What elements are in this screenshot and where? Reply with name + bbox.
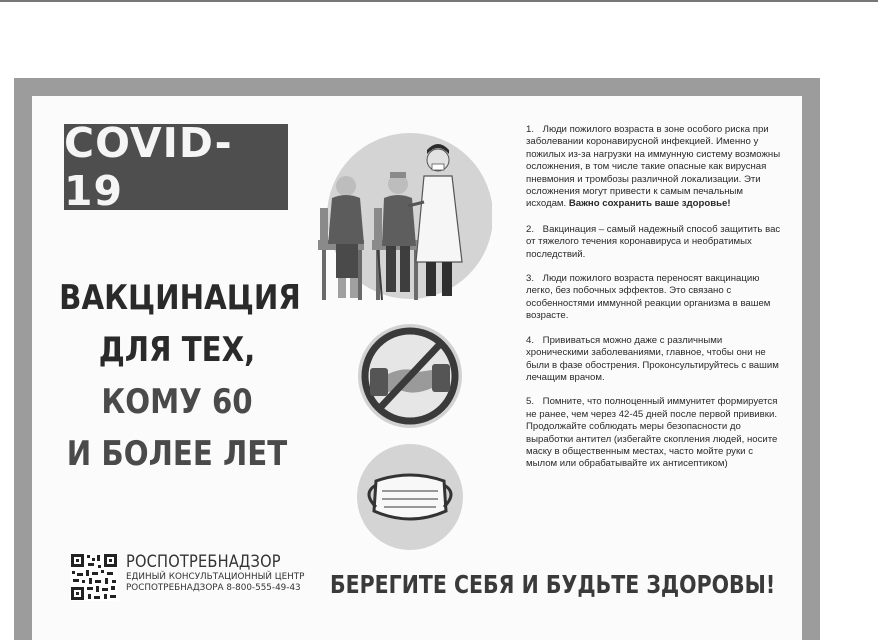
headline (59, 272, 301, 480)
no-handshake-icon (354, 320, 466, 432)
covid-badge-text: COVID-19 (64, 119, 233, 215)
info-point-2 (526, 224, 784, 261)
point-number: 5. (526, 396, 535, 408)
point-emphasis: Важно сохранить ваше здоровье! (568, 198, 731, 210)
headline-line-2: ДЛЯ ТЕХ, (98, 330, 256, 370)
point-text: Помните, что полноценный иммунитет формируется не ранее, чем через 42-45 дней после первой прививки. Продолжайте соблюдать меры безопасности до выработки антител (избегайте скопления людей, носите маску в общественным местах, часто мойте руки с мылом или обрабатывайте их антисептиком) (526, 396, 778, 470)
elderly-vaccination-illustration-icon (312, 132, 492, 302)
point-number: 2. (526, 223, 535, 235)
info-point-4 (526, 335, 784, 385)
headline-line-4: И БОЛЕЕ ЛЕТ (66, 434, 288, 474)
organization-line-1: ЕДИНЫЙ КОНСУЛЬТАЦИОННЫЙ ЦЕНТР (126, 572, 305, 582)
qr-code-icon (70, 553, 118, 601)
info-point-5 (526, 396, 784, 470)
organization-line-2: РОСПОТРЕБНАДЗОРА 8-800-555-49-43 (126, 583, 301, 593)
headline-line-1: ВАКЦИНАЦИЯ (59, 278, 301, 318)
scan-top-edge (0, 0, 878, 2)
point-text: Вакцинация – самый надежный способ защитить вас от тяжелого течения коронавируса и необратимых последствий. (526, 223, 781, 260)
organization-name: РОСПОТРЕБНАДЗОР (126, 552, 281, 572)
info-point-1 (526, 124, 784, 211)
point-number: 4. (526, 334, 535, 346)
info-points (526, 124, 784, 484)
point-number: 1. (526, 124, 535, 135)
slogan: БЕРЕГИТЕ СЕБЯ И БУДЬТЕ ЗДОРОВЫ! (330, 570, 776, 599)
point-text: Люди пожилого возраста в зоне особого риска при заболевании коронавирусной инфекцией. Именно у пожилых из-за нагрузки на иммунную систему возможны осложнения, в том числе такие опасные как вирусная пневмония и тромбозы различной локализации. Эти осложнения могут привести к самым печальным исходам. (526, 124, 781, 210)
face-mask-icon (354, 441, 466, 553)
info-point-3 (526, 273, 784, 323)
covid-badge (64, 119, 288, 215)
organization-block (126, 552, 306, 594)
point-number: 3. (526, 273, 535, 285)
point-text: Люди пожилого возраста переносят вакцинацию легко, без побочных эффектов. Это связано с особенностями иммунной реакции организма в вашем возрасте. (526, 273, 771, 322)
point-text: Прививаться можно даже с различными хроническими заболеваниями, главное, чтобы они не были в фазе обострения. Проконсультируйтесь с вашим лечащим врачом. (526, 334, 779, 383)
headline-line-3: КОМУ 60 (101, 382, 253, 422)
